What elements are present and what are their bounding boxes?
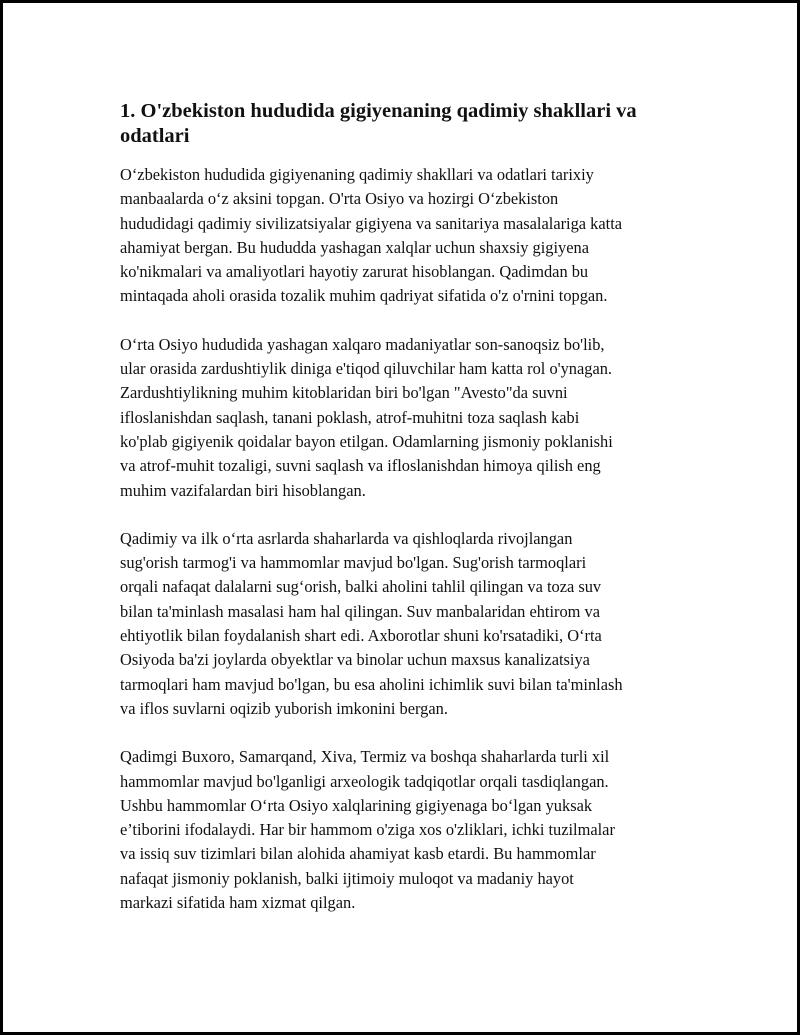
paragraph-line: O‘rta Osiyo hududida yashagan xalqaro madaniyatlar son-sanoqsiz bo'lib, xyxy=(120,334,605,354)
paragraph-line: O‘zbekiston hududida gigiyenaning qadimiy shakllari va odatlari tarixiy xyxy=(120,165,594,184)
paragraph-line: sug'orish tarmog'i va hammomlar mavjud bo'lgan. Sug'orish tarmoqlari xyxy=(120,553,587,573)
paragraph-line: va issiq suv tizimlari bilan alohida ahamiyat kasb etardi. Bu hammomlar xyxy=(120,844,596,864)
paragraph-line: manbaalarda o‘z aksini topgan. O'rta Osiyo va hozirgi O‘zbekiston xyxy=(120,189,559,209)
paragraph-line: muhim vazifalardan biri hisoblangan. xyxy=(120,480,366,500)
paragraph-line: ko'plab gigiyenik qoidalar bayon etilgan. Odamlarning jismoniy poklanishi xyxy=(120,431,613,451)
paragraph-line: mintaqada aholi orasida tozalik muhim qadriyat sifatida o'z o'rnini topgan. xyxy=(120,286,608,306)
paragraph-line: bilan ta'minlash masalasi ham hal qilingan. Suv manbalaridan ehtirom va xyxy=(120,601,600,621)
paragraph-line: va atrof-muhit tozaligi, suvni saqlash va ifloslanishdan himoya qilish eng xyxy=(120,456,601,476)
paragraph-line: ifloslanishdan saqlash, tanani poklash, atrof-muhitni toza saqlash kabi xyxy=(120,407,580,427)
paragraph-line: nafaqat jismoniy poklanish, balki ijtimoiy muloqot va madaniy hayot xyxy=(120,868,574,888)
paragraph-line: Osiyoda ba'zi joylarda obyektlar va binolar uchun maxsus kanalizatsiya xyxy=(120,650,590,670)
paragraph-line: markazi sifatida ham xizmat qilgan. xyxy=(120,893,356,913)
heading-line: 1. O'zbekiston hududida gigiyenaning qadimiy shakllari va xyxy=(120,100,637,122)
paragraph-3 xyxy=(120,527,698,721)
paragraph-line: hammomlar mavjud bo'lganligi arxeologik tadqiqotlar orqali tasdiqlangan. xyxy=(120,771,609,791)
paragraph-line: Ushbu hammomlar O‘rta Osiyo xalqlarining gigiyenaga bo‘lgan yuksak xyxy=(120,795,593,815)
paragraph-4 xyxy=(120,745,698,915)
paragraph-line: Qadimgi Buxoro, Samarqand, Xiva, Termiz va boshqa shaharlarda turli xil xyxy=(120,747,610,767)
paragraph-line: ko'nikmalari va amaliyotlari hayotiy zarurat hisoblangan. Qadimdan bu xyxy=(120,262,589,282)
paragraph-line: Zardushtiylikning muhim kitoblaridan biri bo'lgan "Avesto"da suvni xyxy=(120,383,568,403)
document-content xyxy=(120,99,698,939)
paragraph-line: va iflos suvlarni oqizib yuborish imkonini bergan. xyxy=(120,698,448,718)
paragraph-line: ehtiyotlik bilan foydalanish shart edi. Axborotlar shuni ko'rsatadiki, O‘rta xyxy=(120,626,602,646)
paragraph-line: hududidagi qadimiy sivilizatsiyalar gigiyena va sanitariya masalalariga katta xyxy=(120,213,623,233)
paragraph-line: e’tiborini ifodalaydi. Har bir hammom o'ziga xos o'zliklari, ichki tuzilmalar xyxy=(120,820,615,840)
paragraph-2 xyxy=(120,333,698,503)
paragraph-line: ular orasida zardushtiylik diniga e'tiqod qiluvchilar ham katta rol o'ynagan. xyxy=(120,359,613,379)
paragraph-line: Qadimiy va ilk o‘rta asrlarda shaharlarda va qishloqlarda rivojlangan xyxy=(120,528,573,548)
paragraph-line: orqali nafaqat dalalarni sug‘orish, balki aholini tahlil qilingan va toza suv xyxy=(120,577,602,597)
section-heading xyxy=(120,99,698,149)
paragraph-line: ahamiyat bergan. Bu hududda yashagan xalqlar uchun shaxsiy gigiyena xyxy=(120,237,589,257)
paragraph-line: tarmoqlari ham mavjud bo'lgan, bu esa aholini ichimlik suvi bilan ta'minlash xyxy=(120,674,623,694)
heading-line: odatlari xyxy=(120,125,190,147)
paragraph-1 xyxy=(120,163,698,309)
